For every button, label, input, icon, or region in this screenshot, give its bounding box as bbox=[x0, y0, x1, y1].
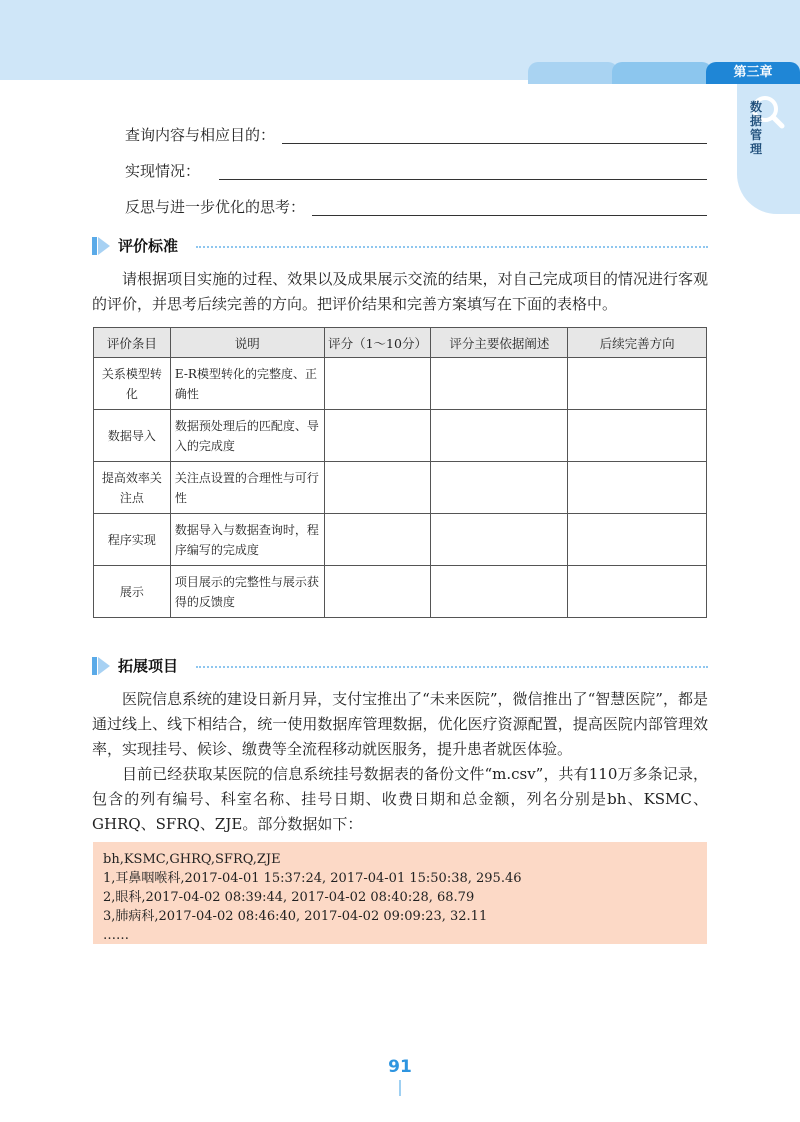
form-line-rule bbox=[282, 143, 707, 144]
table-row bbox=[94, 358, 707, 410]
code-line: …… bbox=[103, 928, 129, 943]
table-row bbox=[94, 566, 707, 618]
basis-cell[interactable] bbox=[431, 410, 568, 462]
improvement-cell[interactable] bbox=[568, 462, 707, 514]
column-header: 评分（1～10分） bbox=[324, 328, 431, 358]
column-header: 后续完善方向 bbox=[568, 328, 707, 358]
score-cell[interactable] bbox=[324, 358, 431, 410]
item-cell: 数据导入 bbox=[94, 410, 171, 462]
section-heading-evaluation bbox=[92, 234, 708, 258]
description-cell: 关注点设置的合理性与可行性 bbox=[170, 462, 324, 514]
table-header-row bbox=[94, 328, 707, 358]
evaluation-intro bbox=[92, 267, 708, 317]
code-line: 1,耳鼻咽喉科,2017-04-01 15:37:24, 2017-04-01 15:50:38, 295.46 bbox=[103, 871, 522, 886]
table-row bbox=[94, 462, 707, 514]
basis-cell[interactable] bbox=[431, 358, 568, 410]
score-cell[interactable] bbox=[324, 462, 431, 514]
section-heading-extension bbox=[92, 654, 708, 678]
data-sample-box bbox=[93, 842, 707, 944]
section-title: 拓展项目 bbox=[118, 657, 179, 675]
side-label: 数据管理 bbox=[750, 100, 763, 156]
chapter-tab: 第三章 bbox=[706, 62, 800, 84]
form-line-rule bbox=[219, 179, 707, 180]
description-cell: 项目展示的完整性与展示获得的反馈度 bbox=[170, 566, 324, 618]
form-line-label: 反思与进一步优化的思考： bbox=[125, 198, 306, 216]
section-dotted-rule bbox=[196, 666, 708, 668]
item-cell: 关系模型转化 bbox=[94, 358, 171, 410]
form-line-label: 查询内容与相应目的： bbox=[125, 126, 276, 144]
page-number: 91 bbox=[388, 1057, 412, 1077]
form-line-reflection[interactable] bbox=[125, 196, 707, 216]
improvement-cell[interactable] bbox=[568, 566, 707, 618]
evaluation-table bbox=[93, 327, 707, 618]
code-line: 2,眼科,2017-04-02 08:39:44, 2017-04-02 08:40:28, 68.79 bbox=[103, 890, 475, 905]
extension-paragraph-1 bbox=[92, 687, 708, 762]
paragraph: 目前已经获取某医院的信息系统挂号数据表的备份文件“m.csv”，共有110万多条记录，包含的列有编号、科室名称、挂号日期、收费日期和总金额，列名分别是bh、KSMC、GHRQ、SFRQ、ZJE。部分数据如下： bbox=[92, 765, 708, 833]
basis-cell[interactable] bbox=[431, 462, 568, 514]
score-cell[interactable] bbox=[324, 566, 431, 618]
table-row bbox=[94, 514, 707, 566]
description-cell: E-R模型转化的完整度、正确性 bbox=[170, 358, 324, 410]
form-line-implementation[interactable] bbox=[125, 160, 707, 180]
item-cell: 程序实现 bbox=[94, 514, 171, 566]
column-header: 评价条目 bbox=[94, 328, 171, 358]
improvement-cell[interactable] bbox=[568, 410, 707, 462]
form-line-query-purpose[interactable] bbox=[125, 124, 707, 144]
basis-cell[interactable] bbox=[431, 566, 568, 618]
page-number-tick bbox=[399, 1080, 401, 1096]
section-marker-icon bbox=[92, 236, 112, 256]
column-header: 评分主要依据阐述 bbox=[431, 328, 568, 358]
description-cell: 数据导入与数据查询时，程序编写的完成度 bbox=[170, 514, 324, 566]
score-cell[interactable] bbox=[324, 410, 431, 462]
header-tab-decor-1 bbox=[528, 62, 618, 84]
score-cell[interactable] bbox=[324, 514, 431, 566]
section-dotted-rule bbox=[196, 246, 708, 248]
extension-paragraph-2 bbox=[92, 762, 708, 837]
paragraph: 请根据项目实施的过程、效果以及成果展示交流的结果，对自己完成项目的情况进行客观的评价，并思考后续完善的方向。把评价结果和完善方案填写在下面的表格中。 bbox=[92, 270, 708, 313]
item-cell: 展示 bbox=[94, 566, 171, 618]
form-line-rule bbox=[312, 215, 707, 216]
section-marker-icon bbox=[92, 656, 112, 676]
paragraph: 医院信息系统的建设日新月异，支付宝推出了“未来医院”，微信推出了“智慧医院”，都是通过线上、线下相结合，统一使用数据库管理数据，优化医疗资源配置，提高医院内部管理效率，实现挂号、候诊、缴费等全流程移动就医服务，提升患者就医体验。 bbox=[92, 690, 708, 758]
improvement-cell[interactable] bbox=[568, 358, 707, 410]
basis-cell[interactable] bbox=[431, 514, 568, 566]
table-row bbox=[94, 410, 707, 462]
improvement-cell[interactable] bbox=[568, 514, 707, 566]
description-cell: 数据预处理后的匹配度、导入的完成度 bbox=[170, 410, 324, 462]
header-tab-decor-2 bbox=[612, 62, 712, 84]
column-header: 说明 bbox=[170, 328, 324, 358]
form-line-label: 实现情况： bbox=[125, 162, 201, 180]
code-line: 3,肺病科,2017-04-02 08:46:40, 2017-04-02 09:09:23, 32.11 bbox=[103, 909, 488, 924]
section-title: 评价标准 bbox=[118, 237, 179, 255]
item-cell: 提高效率关注点 bbox=[94, 462, 171, 514]
code-line: bh,KSMC,GHRQ,SFRQ,ZJE bbox=[103, 852, 281, 867]
